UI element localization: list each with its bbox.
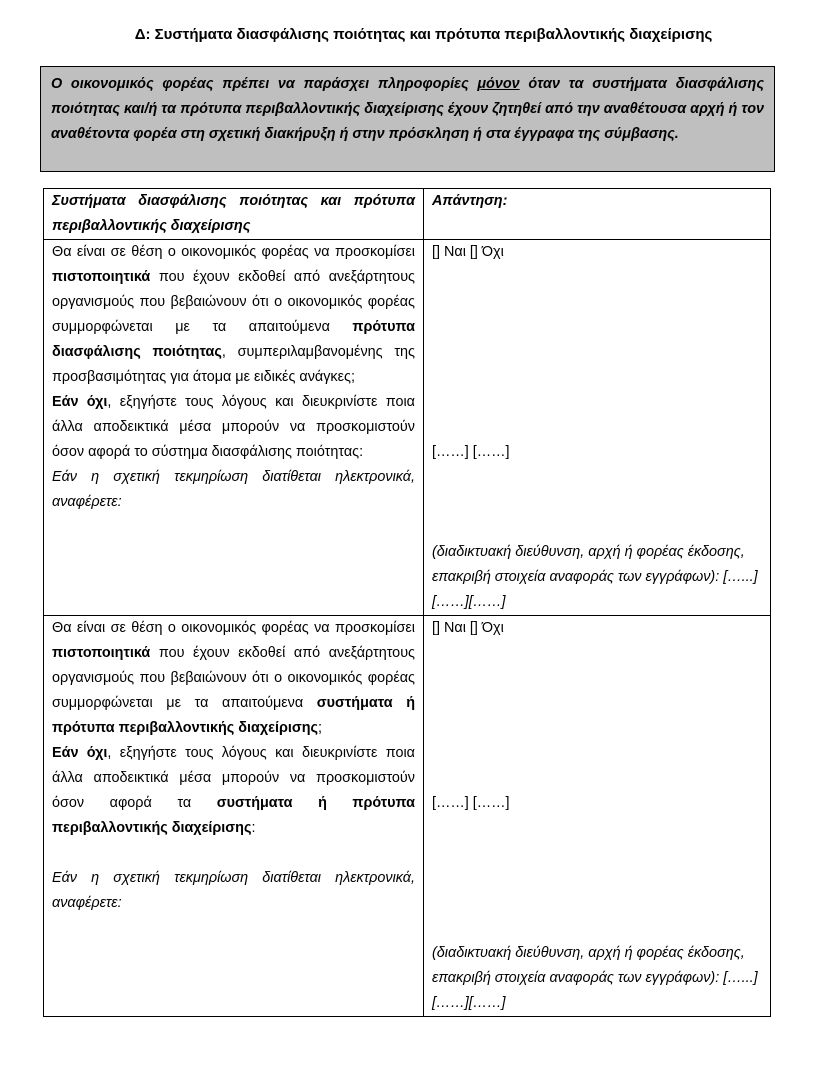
- question-cell: [44, 616, 424, 1017]
- if-no-part: , εξηγήστε τους λόγους και διευκρινίστε ποια άλλα αποδεικτικά μέσα μπορούν να προσκομιστούν όσον αφορά το σύστημα διασφάλισης ποιότητας:: [52, 394, 416, 460]
- notice-text-part2: όταν τα συστήματα διασφάλισης ποιότητας και/ή τα πρότυπα περιβαλλοντικής διαχείρισης έχουν ζητηθεί από την αναθέτουσα αρχή ή τον αναθέτοντα φορέα στη σχετική διακήρυξη ή στην πρόσκληση ή στα έγγραφα της σύμβασης.: [51, 76, 764, 142]
- question-part: που έχουν εκδοθεί από ανεξάρτητους οργανισμούς που βεβαιώνουν ότι ο οικονομικός φορέας συμμορφώνεται με τα απαιτούμενα: [52, 269, 415, 335]
- question-text: [52, 240, 415, 390]
- quality-systems-table: [43, 188, 771, 1017]
- question-bold: πιστοποιητικά: [52, 645, 151, 661]
- header-left: Συστήματα διασφάλισης ποιότητας και πρότυπα περιβαλλοντικής διαχείρισης: [44, 189, 424, 240]
- if-no-bold: συστήματα ή πρότυπα περιβαλλοντικής διαχείρισης: [52, 795, 415, 836]
- answer-reasons[interactable]: [……] [……]: [432, 795, 510, 811]
- if-no-text: [52, 390, 415, 465]
- question-cell: [44, 240, 424, 616]
- table-row: [44, 616, 771, 1017]
- notice-emphasis: μόνον: [477, 76, 520, 92]
- if-no-part: , εξηγήστε τους λόγους και διευκρινίστε ποια άλλα αποδεικτικά μέσα μπορούν να προσκομιστούν όσον αφορά τα: [52, 745, 416, 811]
- notice-text-part1: Ο οικονομικός φορέας πρέπει να παράσχει πληροφορίες: [51, 76, 478, 92]
- if-no-bold: Εάν όχι: [52, 745, 108, 761]
- question-part: ;: [318, 720, 322, 736]
- notice-box: [40, 66, 775, 172]
- answer-electronic[interactable]: (διαδικτυακή διεύθυνση, αρχή ή φορέας έκδοσης, επακριβή στοιχεία αναφοράς των εγγράφων): […...][……][……]: [432, 544, 758, 610]
- header-right: Απάντηση:: [424, 189, 771, 240]
- answer-electronic[interactable]: (διαδικτυακή διεύθυνση, αρχή ή φορέας έκδοσης, επακριβή στοιχεία αναφοράς των εγγράφων): […...][……][……]: [432, 945, 758, 1011]
- electronic-text: Εάν η σχετική τεκμηρίωση διατίθεται ηλεκτρονικά, αναφέρετε:: [52, 469, 415, 510]
- answer-cell: [424, 616, 771, 1017]
- answer-reasons[interactable]: [……] [……]: [432, 444, 510, 460]
- question-bold: συστήματα ή πρότυπα περιβαλλοντικής διαχείρισης: [52, 695, 415, 736]
- question-text: [52, 616, 415, 741]
- table-header-row: [44, 189, 771, 240]
- question-bold: πιστοποιητικά: [52, 269, 151, 285]
- table-row: [44, 240, 771, 616]
- question-part: , συμπεριλαμβανομένης της προσβασιμότητας για άτομα με ειδικές ανάγκες;: [52, 344, 415, 385]
- if-no-part: :: [251, 820, 256, 836]
- answer-yes-no[interactable]: [] Ναι [] Όχι: [432, 620, 504, 636]
- question-bold: πρότυπα διασφάλισης ποιότητας: [52, 319, 415, 360]
- if-no-bold: Εάν όχι: [52, 394, 108, 410]
- answer-cell: [424, 240, 771, 616]
- question-part: που έχουν εκδοθεί από ανεξάρτητους οργανισμούς που βεβαιώνουν ότι ο οικονομικός φορέας συμμορφώνεται με τα απαιτούμενα: [52, 645, 415, 711]
- answer-yes-no[interactable]: [] Ναι [] Όχι: [432, 244, 504, 260]
- if-no-text: [52, 741, 415, 841]
- electronic-text: Εάν η σχετική τεκμηρίωση διατίθεται ηλεκτρονικά, αναφέρετε:: [52, 870, 415, 911]
- section-title: Δ: Συστήματα διασφάλισης ποιότητας και πρότυπα περιβαλλοντικής διαχείρισης: [134, 26, 713, 43]
- question-part: Θα είναι σε θέση ο οικονομικός φορέας να προσκομίσει: [52, 620, 415, 636]
- question-part: Θα είναι σε θέση ο οικονομικός φορέας να προσκομίσει: [52, 244, 415, 260]
